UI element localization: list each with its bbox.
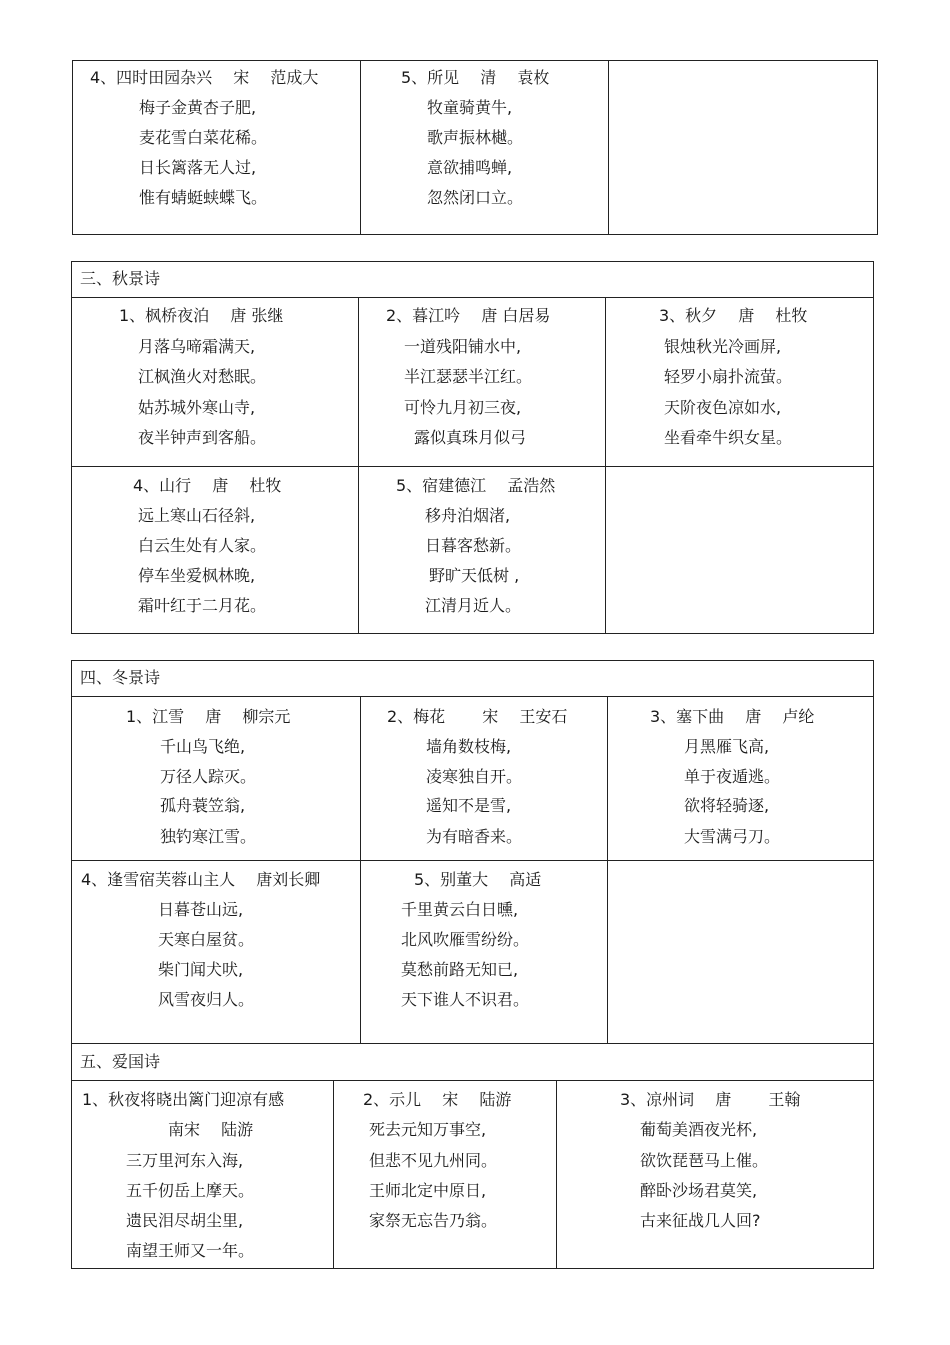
poem-title: 3、凉州词 唐 王翰 — [620, 1090, 801, 1109]
poem-line: 一道残阳铺水中, — [404, 337, 522, 356]
row-divider — [72, 1043, 873, 1044]
poem-line: 千山鸟飞绝, — [160, 737, 246, 756]
poem-cell — [361, 61, 608, 234]
poem-line: 月落乌啼霜满天, — [138, 337, 256, 356]
poem-line: 北风吹雁雪纷纷。 — [401, 930, 530, 949]
poem-line: 古来征战几人回? — [640, 1211, 761, 1230]
poem-title: 4、四时田园杂兴 宋 范成大 — [90, 68, 319, 87]
poem-line: 王师北定中原日, — [369, 1181, 487, 1200]
poem-cell — [359, 298, 605, 466]
spring-poems-table — [72, 60, 878, 235]
poem-line: 天下谁人不识君。 — [401, 990, 530, 1009]
poem-line: 日暮客愁新。 — [425, 536, 522, 555]
poem-line: 三万里河东入海, — [126, 1151, 244, 1170]
poem-line: 梅子金黄杏子肥, — [139, 98, 257, 117]
poem-line: 莫愁前路无知已, — [401, 960, 519, 979]
poem-cell — [608, 697, 873, 860]
poem-line: 千里黄云白日曛, — [401, 900, 519, 919]
poem-line: 停车坐爱枫林晚, — [138, 566, 256, 585]
poem-title: 4、山行 唐 杜牧 — [133, 476, 282, 495]
poem-line: 凌寒独自开。 — [426, 767, 523, 786]
poem-line: 欲饮琵琶马上催。 — [640, 1151, 769, 1170]
poem-line: 孤舟蓑笠翁, — [160, 796, 246, 815]
poem-line: 远上寒山石径斜, — [138, 506, 256, 525]
poem-line: 墙角数枝梅, — [426, 737, 512, 756]
poem-title: 1、秋夜将晓出篱门迎凉有感 — [82, 1090, 285, 1109]
poem-line: 但悲不见九州同。 — [369, 1151, 498, 1170]
poem-line: 死去元知万事空, — [369, 1120, 487, 1139]
poem-line: 大雪满弓刀。 — [684, 827, 781, 846]
poem-title: 3、秋夕 唐 杜牧 — [659, 306, 808, 325]
poem-cell — [72, 861, 360, 1043]
poem-line: 露似真珠月似弓 — [414, 428, 527, 447]
poem-line: 为有暗香来。 — [426, 827, 523, 846]
poem-line: 万径人踪灭。 — [160, 767, 257, 786]
poem-cell — [361, 697, 607, 860]
poem-line: 霜叶红于二月花。 — [138, 596, 267, 615]
poem-cell — [557, 1081, 873, 1268]
poem-line: 半江瑟瑟半江红。 — [404, 367, 533, 386]
poem-cell — [334, 1081, 556, 1268]
poem-line: 欲将轻骑逐, — [684, 796, 770, 815]
poem-title: 5、别董大 高适 — [414, 870, 542, 889]
poem-cell — [359, 467, 605, 633]
poem-cell — [72, 298, 358, 466]
poem-title: 4、逢雪宿芙蓉山主人 唐刘长卿 — [81, 870, 321, 889]
poem-line: 牧童骑黄牛, — [427, 98, 513, 117]
poem-title: 2、梅花 宋 王安石 — [387, 707, 568, 726]
poem-line: 醉卧沙场君莫笑, — [640, 1181, 758, 1200]
poem-line: 忽然闭口立。 — [427, 188, 524, 207]
poem-line: 惟有蜻蜓蛱蝶飞。 — [139, 188, 268, 207]
poem-line: 野旷天低树 , — [429, 566, 520, 585]
poem-line: 葡萄美酒夜光杯, — [640, 1120, 758, 1139]
section-heading: 四、冬景诗 — [72, 661, 873, 697]
poem-line: 姑苏城外寒山寺, — [138, 398, 256, 417]
poem-cell — [72, 467, 358, 633]
poem-line: 白云生处有人家。 — [138, 536, 267, 555]
poem-line: 月黑雁飞高, — [684, 737, 770, 756]
poem-line: 夜半钟声到客船。 — [138, 428, 267, 447]
poem-title: 1、枫桥夜泊 唐 张继 — [119, 306, 284, 325]
poem-line: 五千仞岳上摩天。 — [126, 1181, 255, 1200]
poem-cell — [72, 697, 360, 860]
poem-line: 银烛秋光冷画屏, — [664, 337, 782, 356]
winter-patriotic-table — [71, 660, 874, 1269]
poem-title: 5、宿建德江 孟浩然 — [396, 476, 556, 495]
column-divider — [608, 61, 609, 234]
poem-line: 江清月近人。 — [425, 596, 522, 615]
poem-line: 遥知不是雪, — [426, 796, 512, 815]
poem-line: 独钓寒江雪。 — [160, 827, 257, 846]
poem-line: 柴门闻犬吠, — [158, 960, 244, 979]
poem-line: 坐看牵牛织女星。 — [664, 428, 793, 447]
poem-line: 南望王师又一年。 — [126, 1241, 255, 1260]
poem-title: 1、江雪 唐 柳宗元 — [126, 707, 291, 726]
poem-cell — [72, 1081, 333, 1268]
autumn-poems-table — [71, 261, 874, 634]
poem-line: 家祭无忘告乃翁。 — [369, 1211, 498, 1230]
poem-line: 移舟泊烟渚, — [425, 506, 511, 525]
poem-line: 歌声振林樾。 — [427, 128, 524, 147]
poem-line: 意欲捕鸣蝉, — [427, 158, 513, 177]
poem-line: 单于夜遁逃。 — [684, 767, 781, 786]
section-heading: 三、秋景诗 — [72, 262, 873, 298]
poem-cell — [73, 61, 360, 234]
poem-title: 2、示儿 宋 陆游 — [363, 1090, 512, 1109]
poem-line: 天寒白屋贫。 — [158, 930, 255, 949]
poem-cell — [606, 298, 873, 466]
poem-title: 5、所见 清 袁枚 — [401, 68, 550, 87]
poem-line: 日暮苍山远, — [158, 900, 244, 919]
poem-line: 可怜九月初三夜, — [404, 398, 522, 417]
poem-line: 风雪夜归人。 — [158, 990, 255, 1009]
poem-title: 2、暮江吟 唐 白居易 — [386, 306, 551, 325]
poem-line: 日长篱落无人过, — [139, 158, 257, 177]
poem-line: 轻罗小扇扑流萤。 — [664, 367, 793, 386]
section-heading: 五、爱国诗 — [80, 1052, 161, 1071]
poem-cell — [361, 861, 607, 1043]
poem-line: 江枫渔火对愁眠。 — [138, 367, 267, 386]
poem-author: 南宋 陆游 — [168, 1120, 254, 1139]
poem-line: 天阶夜色凉如水, — [664, 398, 782, 417]
poem-title: 3、塞下曲 唐 卢纶 — [650, 707, 815, 726]
poem-line: 麦花雪白菜花稀。 — [139, 128, 268, 147]
poem-line: 遗民泪尽胡尘里, — [126, 1211, 244, 1230]
